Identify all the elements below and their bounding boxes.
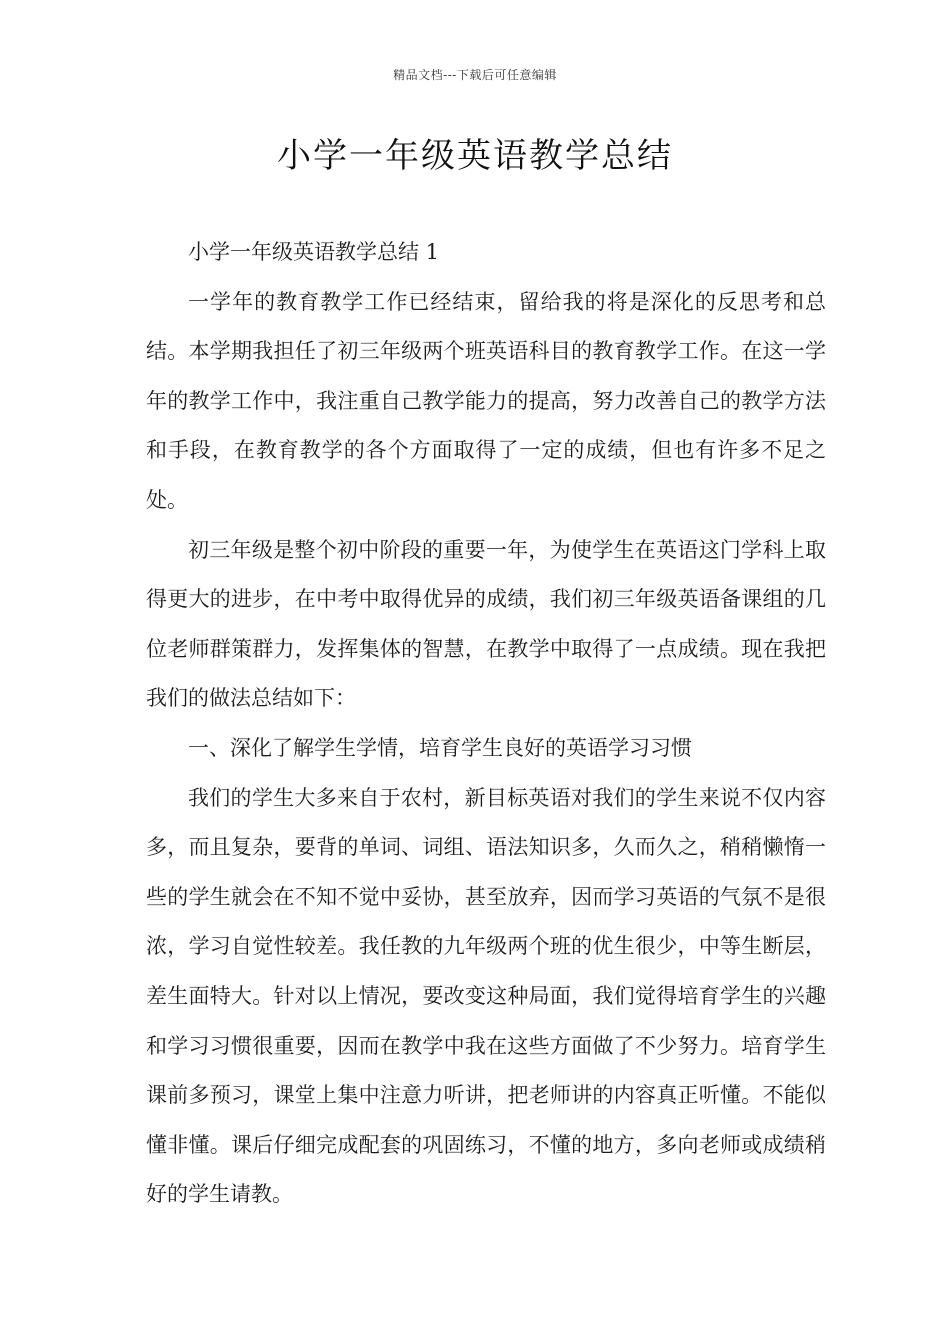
document-title: 小学一年级英语教学总结 [277, 136, 673, 176]
paragraph: 一学年的教育教学工作已经结束，留给我的将是深化的反思考和总结。本学期我担任了初三年级两个班英语科目的教育教学工作。在这一学年的教学工作中，我注重自己教学能力的提高，努力改善自己的教学方法和手段，在教育教学的各个方面取得了一定的成绩，但也有许多不足之处。 [146, 289, 826, 512]
subheading: 一、深化了解学生学情，培育学生良好的英语学习习惯 [188, 735, 692, 760]
paragraph: 初三年级是整个初中阶段的重要一年，为使学生在英语这门学科上取得更大的进步，在中考中取得优异的成绩，我们初三年级英语备课组的几位老师群策群力，发挥集体的智慧，在教学中取得了一点成绩。现在我把我们的做法总结如下： [146, 537, 826, 711]
paragraph: 我们的学生大多来自于农村，新目标英语对我们的学生来说不仅内容多，而且复杂，要背的单词、词组、语法知识多，久而久之，稍稍懒惰一些的学生就会在不知不觉中妥协，甚至放弃，因而学习英语的气氛不是很浓，学习自觉性较差。我任教的九年级两个班的优生很少，中等生断层，差生面特大。针对以上情况，要改变这种局面，我们觉得培育学生的兴趣和学习习惯很重要，因而在教学中我在这些方面做了不少努力。培育学生课前多预习，课堂上集中注意力听讲，把老师讲的内容真正听懂。不能似懂非懂。课后仔细完成配套的巩固练习，不懂的地方，多向老师或成绩稍好的学生请教。 [146, 785, 826, 1207]
document-body [146, 228, 826, 1220]
header-note: 精品文档---下载后可任意编辑 [393, 68, 557, 82]
section-heading: 小学一年级英语教学总结 1 [188, 240, 440, 264]
